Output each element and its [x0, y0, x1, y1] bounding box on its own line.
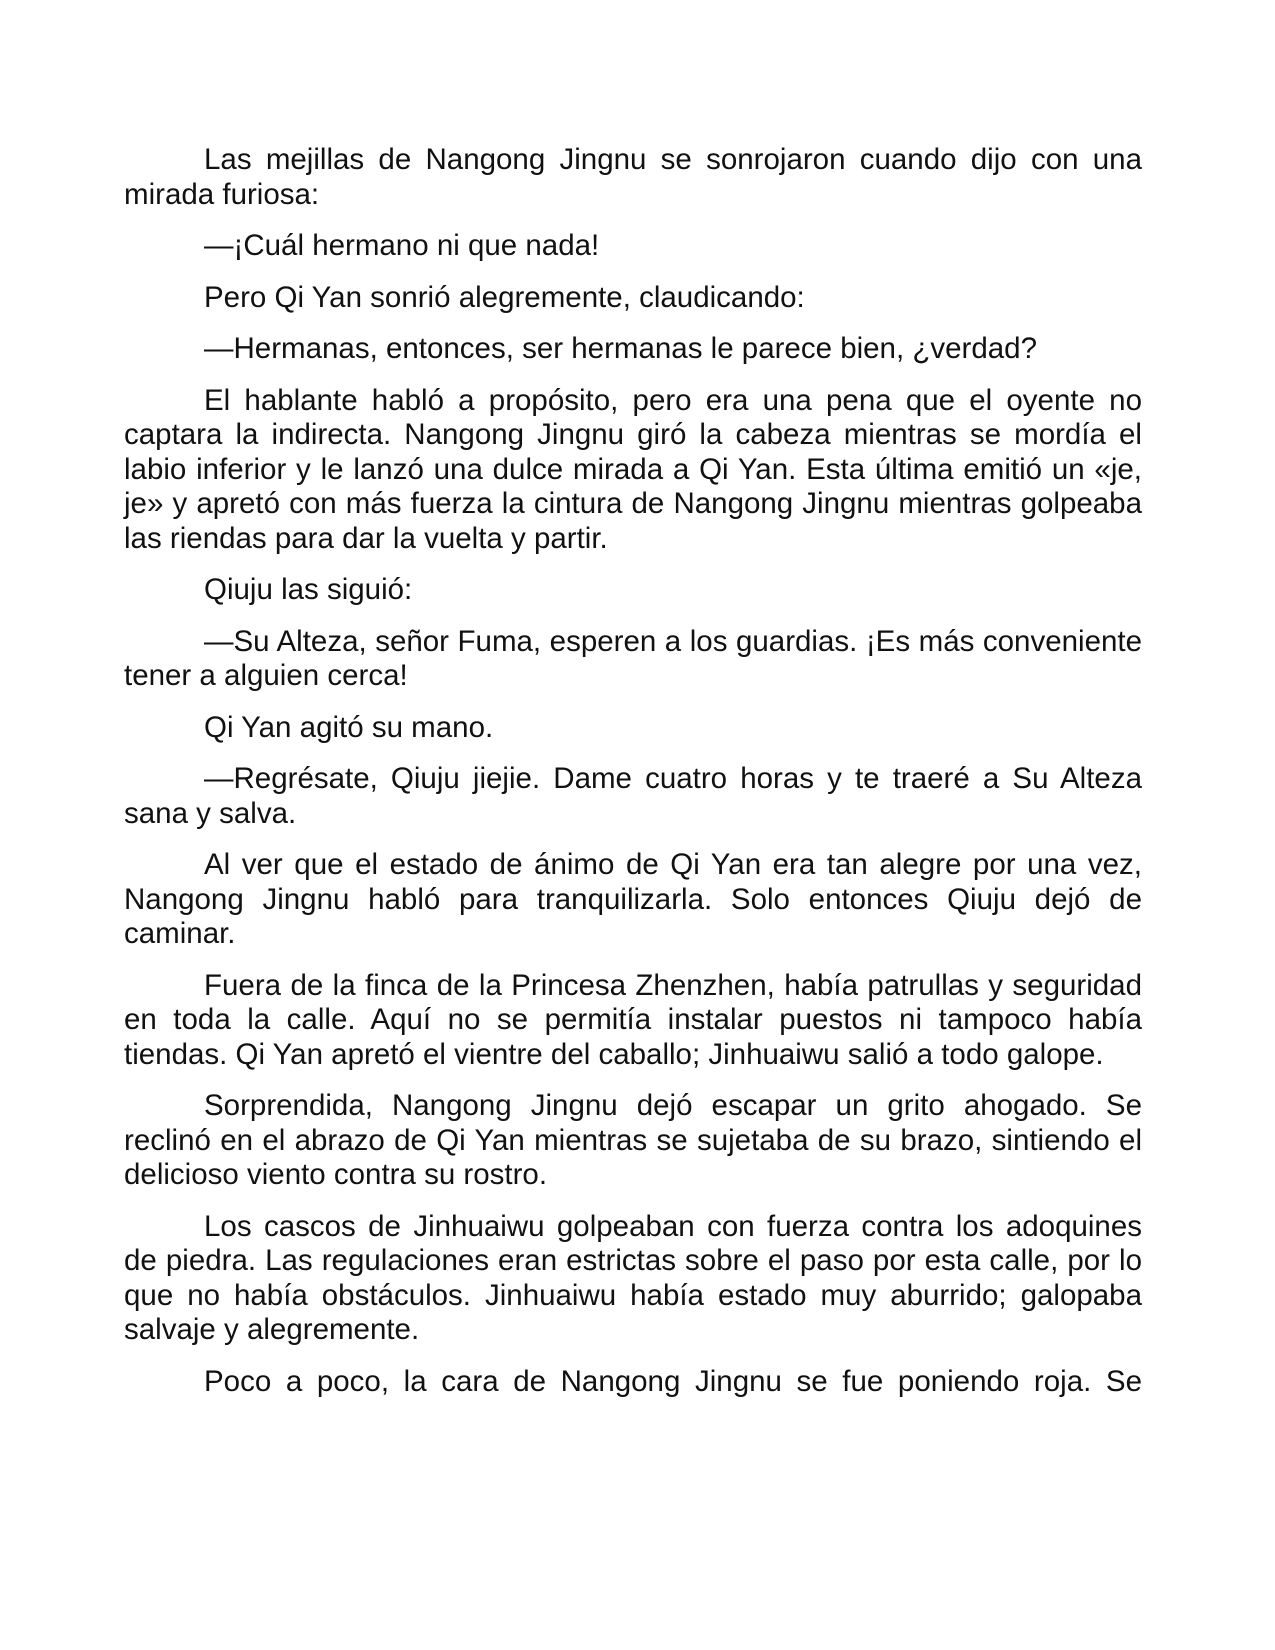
paragraph: Sorprendida, Nangong Jingnu dejó escapar un grito ahogado. Se reclinó en el abrazo de Qi Yan mientras se sujetaba de su brazo, sintiendo el delicioso viento contra su rostro.	[124, 1089, 1142, 1191]
paragraph-continued: Poco a poco, la cara de Nangong Jingnu se fue poniendo roja. Se	[204, 1364, 1142, 1398]
paragraph: Al ver que el estado de ánimo de Qi Yan era tan alegre por una vez, Nangong Jingnu habló para tranquilizarla. Solo entonces Qiuju dejó de caminar.	[124, 848, 1142, 950]
paragraph: El hablante habló a propósito, pero era una pena que el oyente no captara la indirecta. Nangong Jingnu giró la cabeza mientras se mordía el labio inferior y le lanzó una dulce mirada a Qi Yan. Esta última emitió un «je, je» y apretó con más fuerza la cintura de Nangong Jingnu mientras golpeaba las riendas para dar la vuelta y partir.	[124, 383, 1142, 555]
paragraph: Qi Yan agitó su mano.	[204, 710, 494, 744]
paragraph: Pero Qi Yan sonrió alegremente, claudicando:	[204, 280, 805, 314]
paragraph: Los cascos de Jinhuaiwu golpeaban con fuerza contra los adoquines de piedra. Las regulaciones eran estrictas sobre el paso por esta calle, por lo que no había obstáculos. Jinhuaiwu había estado muy aburrido; galopaba salvaje y alegremente.	[124, 1209, 1142, 1346]
paragraph: Las mejillas de Nangong Jingnu se sonrojaron cuando dijo con una mirada furiosa:	[124, 143, 1142, 211]
paragraph: —Hermanas, entonces, ser hermanas le parece bien, ¿verdad?	[204, 332, 1037, 365]
paragraph: Fuera de la finca de la Princesa Zhenzhen, había patrullas y seguridad en toda la calle. Aquí no se permitía instalar puestos ni tampoco había tiendas. Qi Yan apretó el vientre del caballo; Jinhuaiwu salió a todo galope.	[124, 968, 1142, 1071]
paragraph: —Su Alteza, señor Fuma, esperen a los guardias. ¡Es más conveniente tener a alguien cerca!	[124, 624, 1142, 692]
paragraph: —¡Cuál hermano ni que nada!	[204, 229, 600, 262]
paragraph: Qiuju las siguió:	[204, 573, 413, 606]
paragraph: —Regrésate, Qiuju jiejie. Dame cuatro horas y te traeré a Su Alteza sana y salva.	[124, 762, 1142, 830]
document-page	[124, 143, 1142, 1399]
